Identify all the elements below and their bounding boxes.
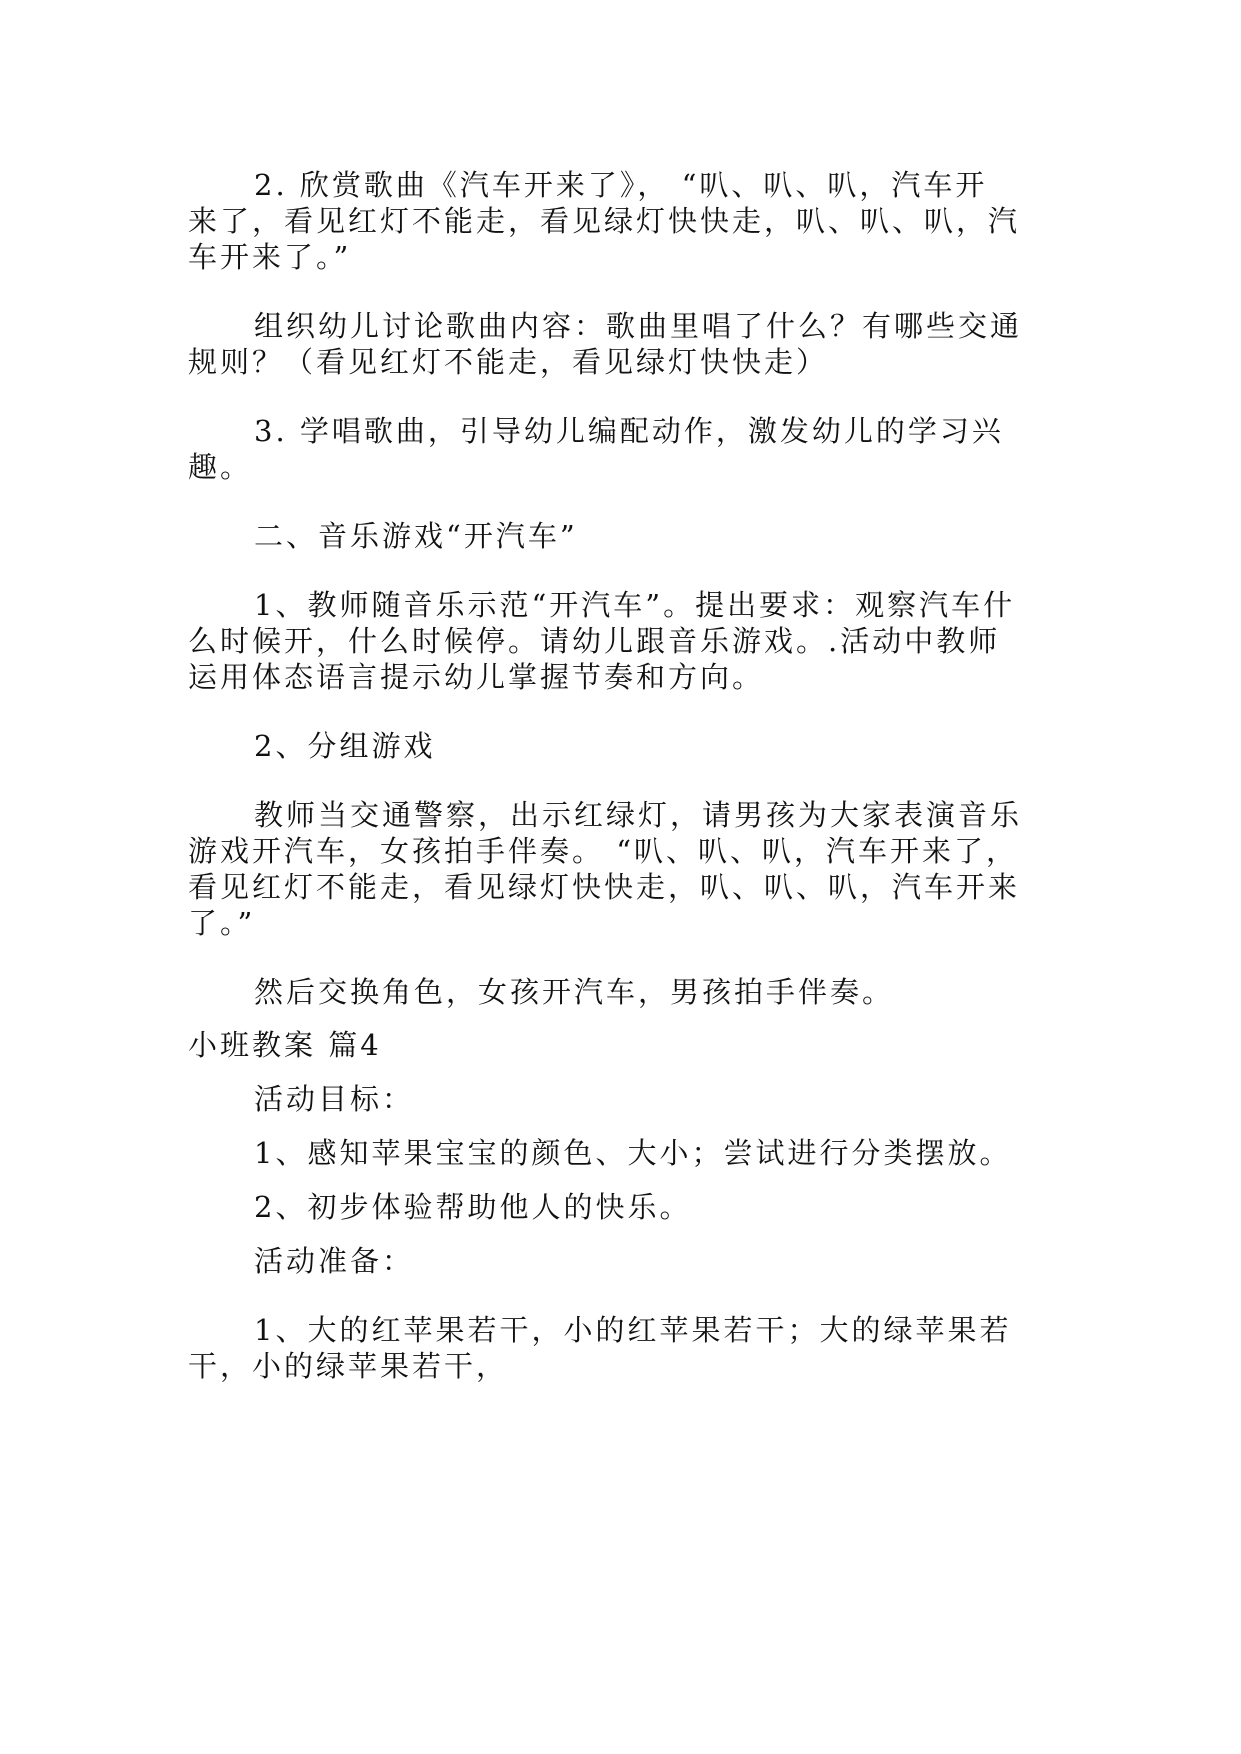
paragraph-line: 干，小的绿苹果若干， bbox=[188, 1349, 509, 1383]
paragraph-line: 来了，看见红灯不能走，看见绿灯快快走，叭、叭、叭，汽 bbox=[188, 204, 1021, 238]
paragraph-line: 1、大的红苹果若干，小的红苹果若干；大的绿苹果若 bbox=[254, 1313, 1012, 1347]
paragraph-line: 教师当交通警察，出示红绿灯，请男孩为大家表演音乐 bbox=[254, 798, 1023, 832]
paragraph-line: 1、教师随音乐示范“开汽车”。提出要求：观察汽车什 bbox=[254, 588, 1016, 622]
paragraph-line: 么时候开，什么时候停。请幼儿跟音乐游戏。.活动中教师 bbox=[188, 624, 1001, 658]
paragraph-line: 运用体态语言提示幼儿掌握节奏和方向。 bbox=[188, 660, 765, 694]
paragraph-line: 组织幼儿讨论歌曲内容：歌曲里唱了什么？有哪些交通 bbox=[254, 309, 1023, 343]
paragraph-line: 了。” bbox=[188, 906, 256, 940]
paragraph-line: 游戏开汽车，女孩拍手伴奏。 “叭、叭、叭，汽车开来了， bbox=[188, 834, 1019, 868]
paragraph-line: 2. 欣赏歌曲《汽车开来了》， “叭、叭、叭，汽车开 bbox=[254, 168, 988, 202]
paragraph-line: 车开来了。” bbox=[188, 240, 352, 274]
section-heading: 二、音乐游戏“开汽车” bbox=[254, 519, 578, 553]
section-heading: 活动目标： bbox=[254, 1082, 415, 1116]
paragraph-line: 趣。 bbox=[188, 450, 253, 484]
paragraph-line: 2、初步体验帮助他人的快乐。 bbox=[254, 1190, 692, 1224]
paragraph-line: 2、分组游戏 bbox=[254, 729, 436, 763]
paragraph-line: 规则？（看见红灯不能走，看见绿灯快快走） bbox=[188, 345, 829, 379]
section-heading: 活动准备： bbox=[254, 1244, 415, 1278]
paragraph-line: 然后交换角色，女孩开汽车，男孩拍手伴奏。 bbox=[254, 975, 895, 1009]
section-title: 小班教案 篇4 bbox=[188, 1028, 382, 1062]
paragraph-line: 看见红灯不能走，看见绿灯快快走，叭、叭、叭，汽车开来 bbox=[188, 870, 1021, 904]
paragraph-line: 3. 学唱歌曲，引导幼儿编配动作，激发幼儿的学习兴 bbox=[254, 414, 1004, 448]
paragraph-line: 1、感知苹果宝宝的颜色、大小；尝试进行分类摆放。 bbox=[254, 1136, 1012, 1170]
